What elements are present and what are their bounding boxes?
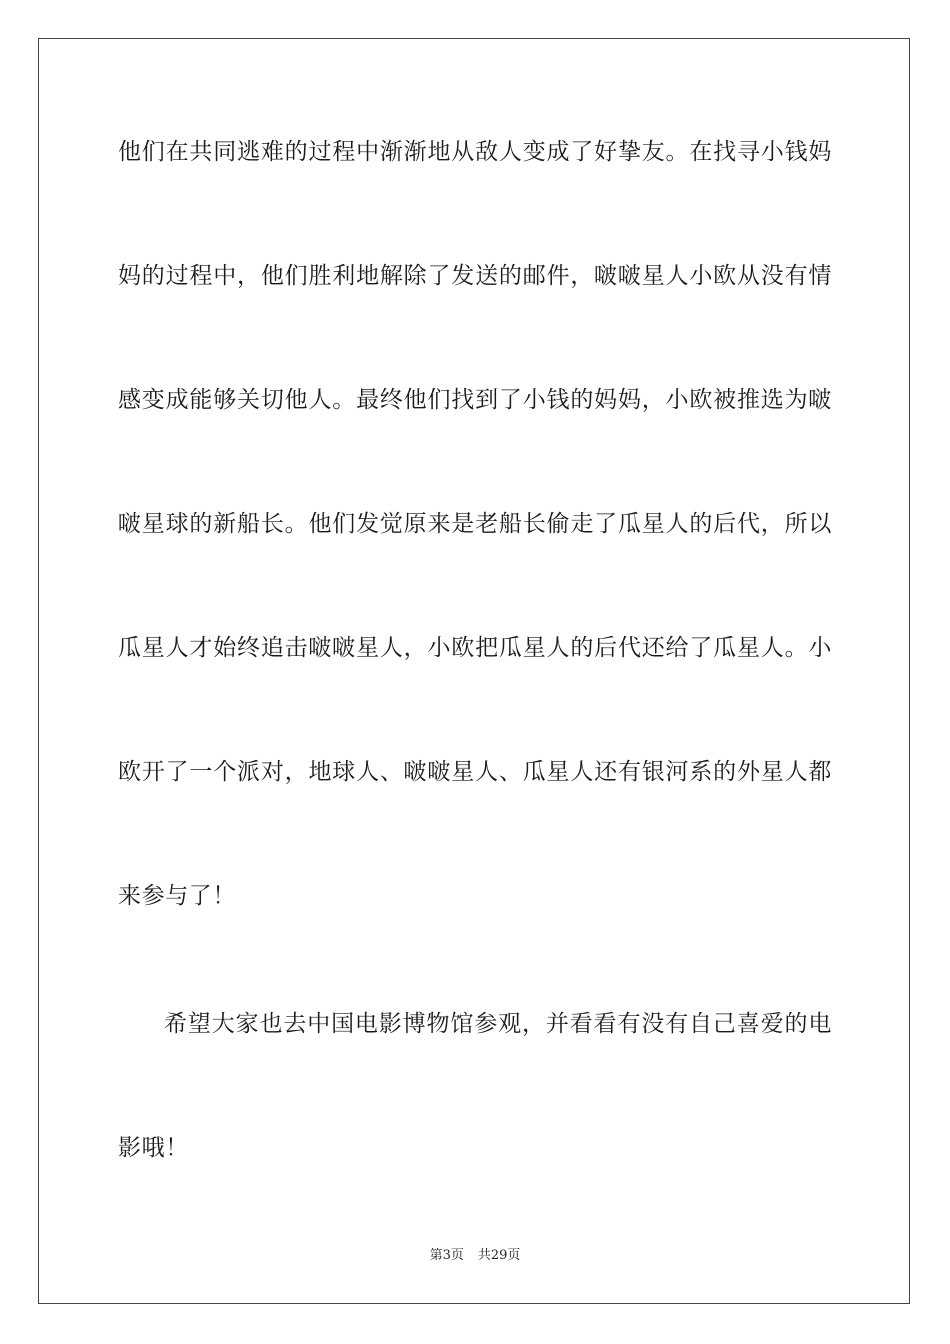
page-border xyxy=(38,38,910,1304)
paragraph-line: 瓜星人才始终追击啵啵星人，小欧把瓜星人的后代还给了瓜星人。小 xyxy=(118,635,832,661)
paragraph-line: 他们在共同逃难的过程中渐渐地从敌人变成了好挚友。在找寻小钱妈 xyxy=(118,139,832,165)
page-footer xyxy=(0,1248,950,1264)
paragraph-line: 啵星球的新船长。他们发觉原来是老船长偷走了瓜星人的后代，所以 xyxy=(118,511,832,537)
paragraph-line: 感变成能够关切他人。最终他们找到了小钱的妈妈，小欧被推选为啵 xyxy=(118,387,832,413)
paragraph-line: 希望大家也去中国电影博物馆参观，并看看有没有自己喜爱的电 xyxy=(164,1011,832,1037)
paragraph-line: 影哦！ xyxy=(118,1135,189,1161)
page-number: 第3页 xyxy=(429,1248,464,1263)
paragraph-line: 妈的过程中，他们胜利地解除了发送的邮件，啵啵星人小欧从没有情 xyxy=(118,263,832,289)
paragraph-line: 欧开了一个派对，地球人、啵啵星人、瓜星人还有银河系的外星人都 xyxy=(118,759,832,785)
paragraph-line: 来参与了！ xyxy=(118,883,236,909)
total-pages: 共29页 xyxy=(477,1248,521,1263)
